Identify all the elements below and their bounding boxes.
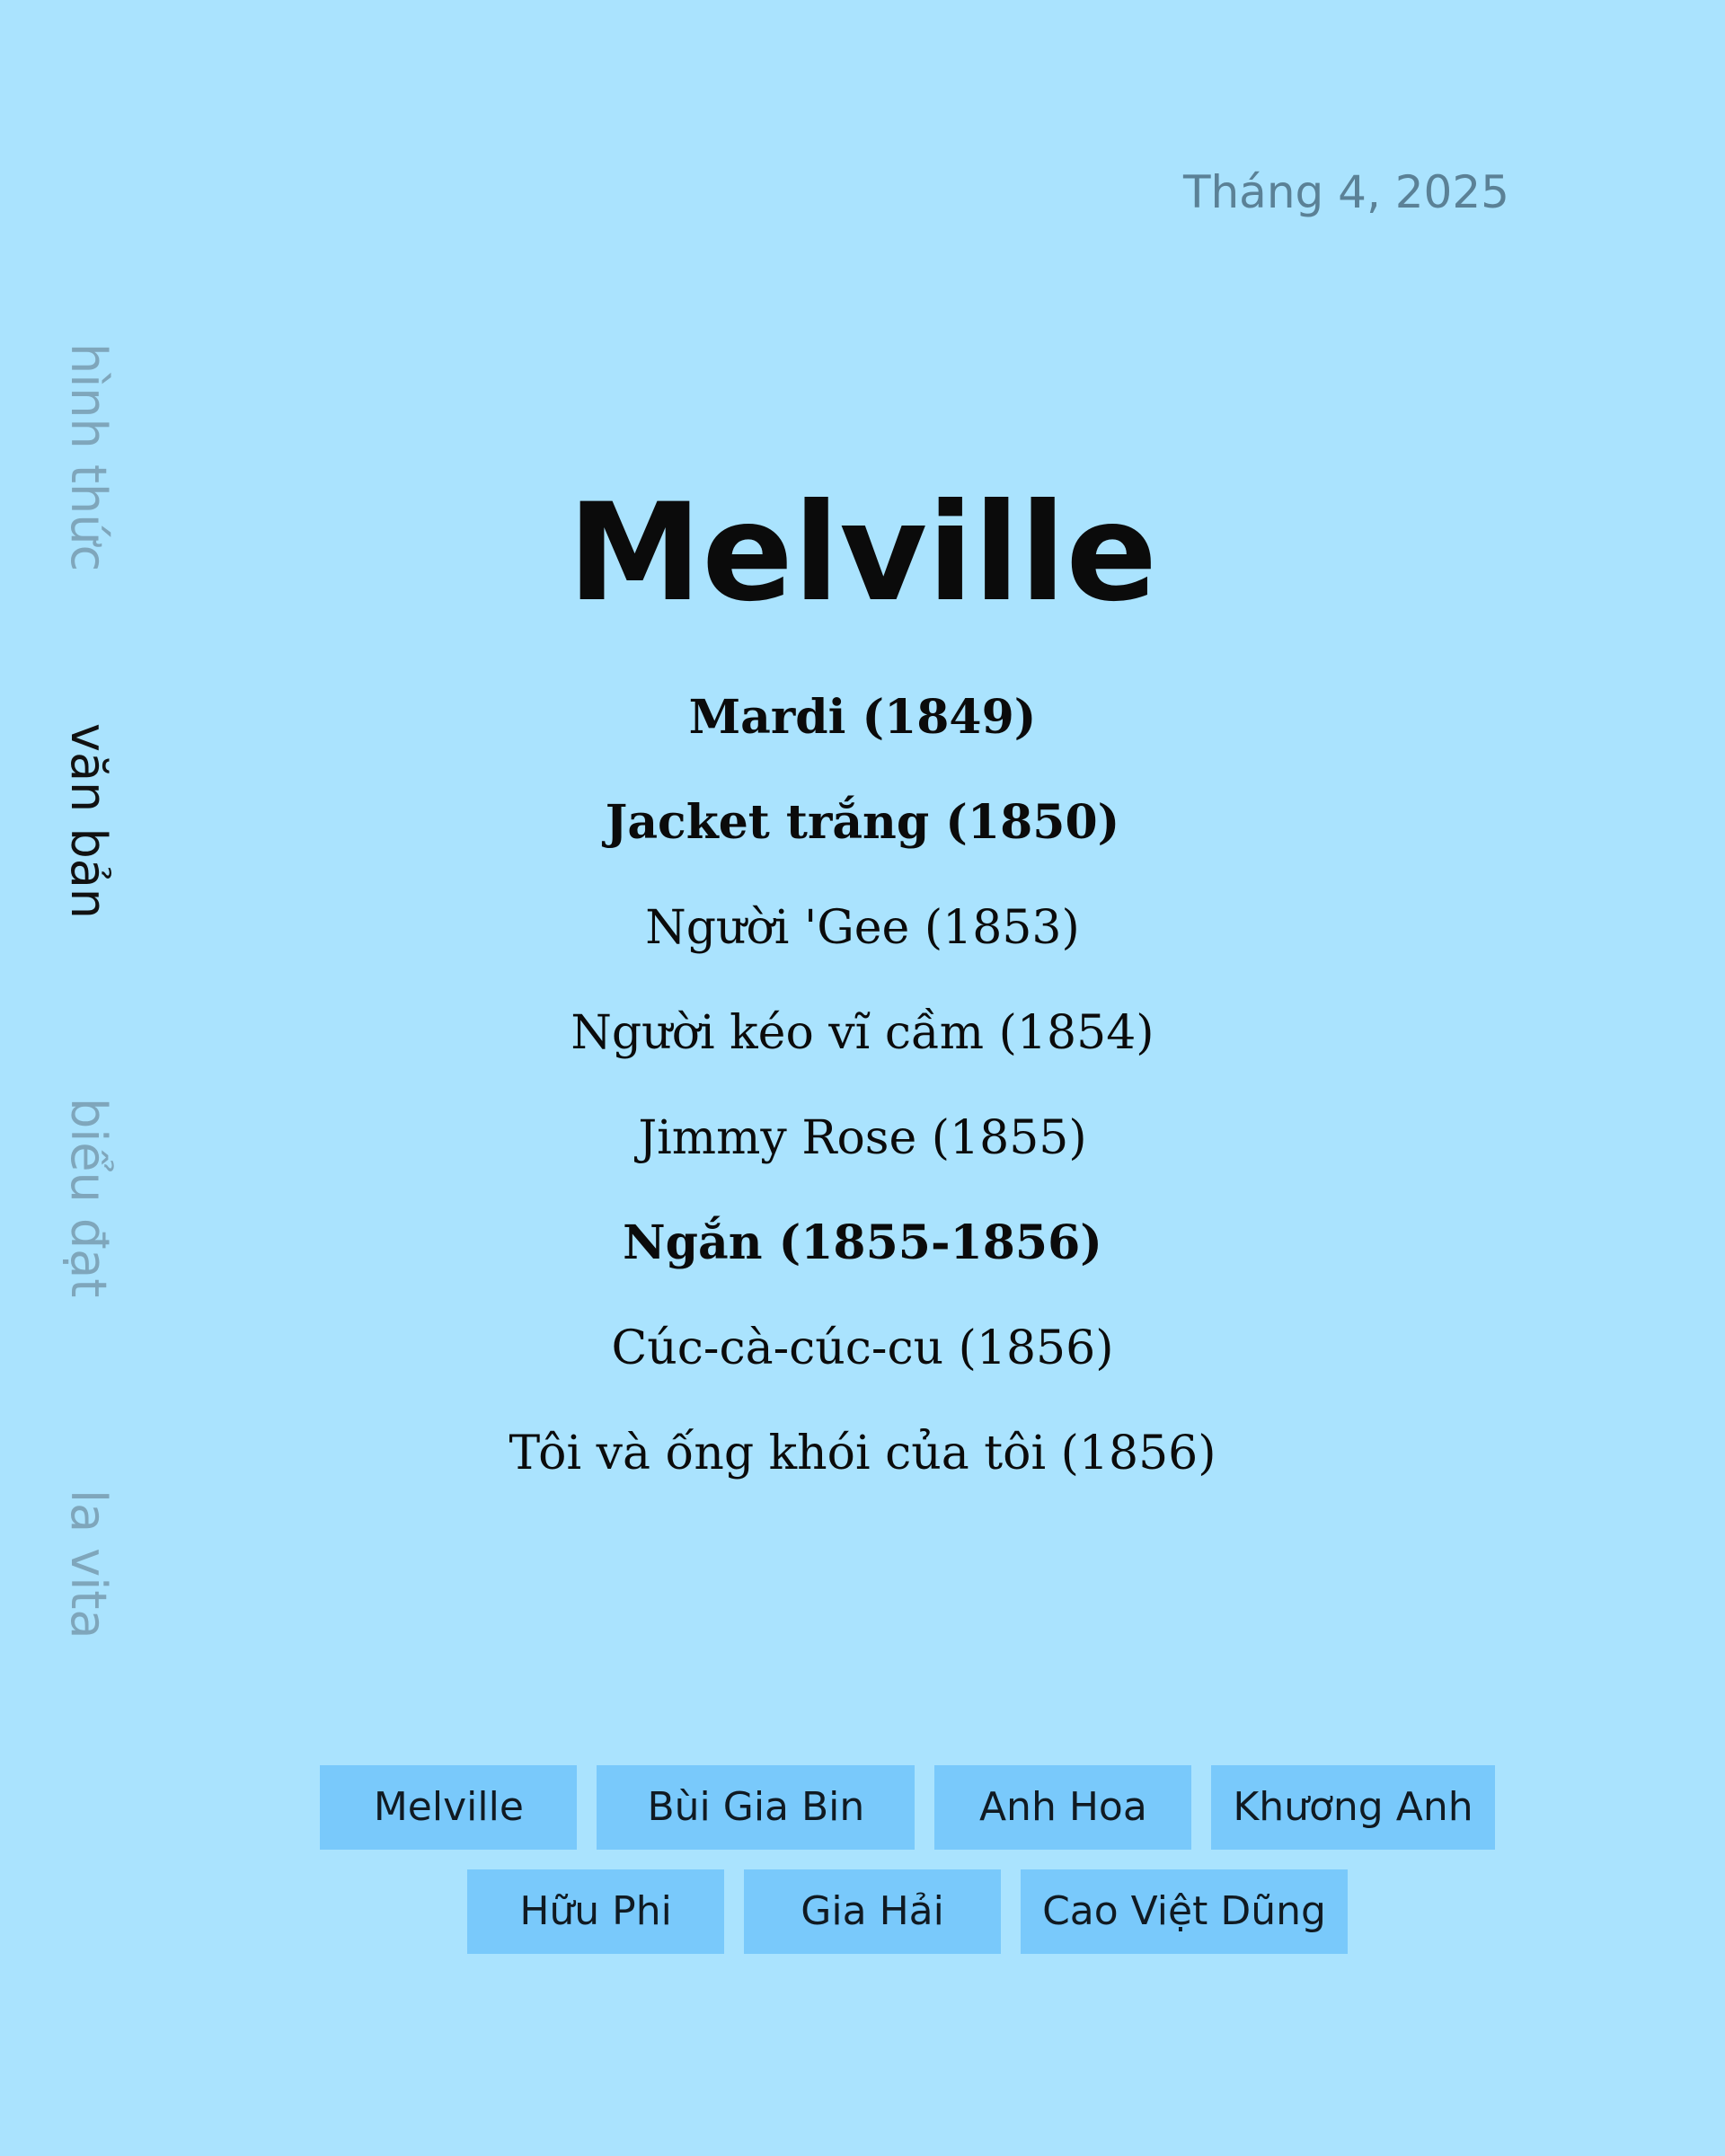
tag-bui-gia-bin[interactable]: Bùi Gia Bin: [597, 1765, 915, 1850]
tag-khuong-anh[interactable]: Khương Anh: [1211, 1765, 1494, 1850]
tag-melville[interactable]: Melville: [320, 1765, 577, 1850]
side-nav-item-van-ban[interactable]: văn bản: [60, 723, 117, 920]
tag-gia-hai[interactable]: Gia Hải: [744, 1869, 1001, 1954]
work-item: Ngắn (1855-1856): [623, 1215, 1102, 1270]
tag-anh-hoa[interactable]: Anh Hoa: [934, 1765, 1191, 1850]
work-item: Người kéo vĩ cầm (1854): [571, 1006, 1154, 1060]
work-item: Jacket trắng (1850): [605, 795, 1120, 850]
work-item: Tôi và ống khói của tôi (1856): [509, 1427, 1216, 1480]
side-nav-item-la-vita[interactable]: la vita: [60, 1489, 117, 1639]
tag-list: [305, 1765, 1509, 1954]
side-nav-item-bieu-dat[interactable]: biểu đạt: [60, 1098, 117, 1298]
work-item: Cúc-cà-cúc-cu (1856): [611, 1321, 1114, 1375]
tag-huu-phi[interactable]: Hữu Phi: [467, 1869, 724, 1954]
work-item: Mardi (1849): [688, 690, 1037, 745]
page-title: Melville: [567, 474, 1158, 632]
works-list: [0, 680, 1725, 1521]
work-item: Jimmy Rose (1855): [638, 1111, 1087, 1165]
side-nav-item-hinh-thuc[interactable]: hình thức: [60, 343, 117, 572]
work-item: Người 'Gee (1853): [645, 901, 1080, 955]
date-label: Tháng 4, 2025: [1182, 166, 1509, 218]
tag-cao-viet-dung[interactable]: Cao Việt Dũng: [1021, 1869, 1348, 1954]
